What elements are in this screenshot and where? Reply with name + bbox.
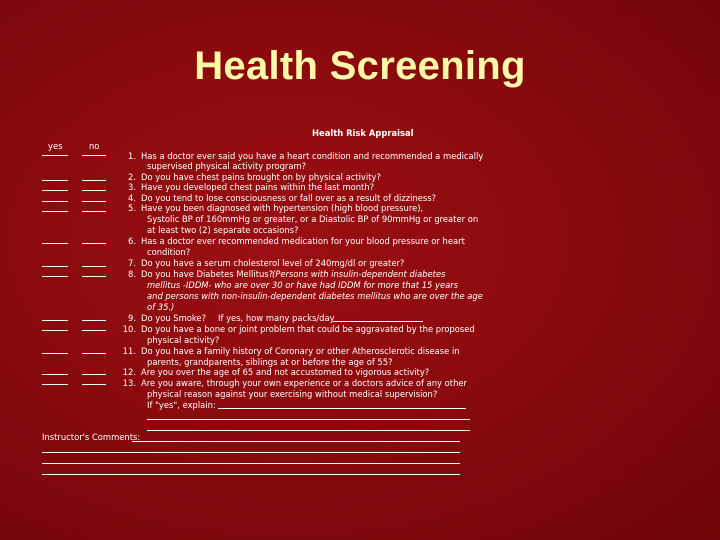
q4-no-blank[interactable] [82, 201, 106, 202]
question-number: 11. [122, 346, 136, 356]
page-title: Health Screening [194, 44, 526, 88]
packs-per-day-field[interactable] [333, 321, 423, 322]
q7-yes-blank[interactable] [42, 266, 68, 267]
q7-no-blank[interactable] [82, 266, 106, 267]
instructor-comments-label: Instructor's Comments: [42, 432, 141, 442]
explain-field-line-2[interactable] [147, 419, 470, 420]
form-subtitle: Health Risk Appraisal [312, 128, 414, 138]
question-text: Systolic BP of 160mmHg or greater, or a Diastolic BP of 90mmHg or greater on [147, 214, 479, 224]
question-text: parents, grandparents, siblings at or before the age of 55? [147, 357, 393, 367]
q6-no-blank[interactable] [82, 243, 106, 244]
q4-yes-blank[interactable] [42, 201, 68, 202]
question-text: Has a doctor ever recommended medication for your blood pressure or heart [141, 236, 465, 246]
question-text: physical activity? [147, 335, 220, 345]
question-text: physical reason against your exercising without medical supervision? [147, 389, 438, 399]
q12-yes-blank[interactable] [42, 374, 68, 375]
question-text: Do you have chest pains brought on by physical activity? [141, 172, 381, 182]
question-text: condition? [147, 247, 191, 257]
question-text: Have you developed chest pains within the last month? [141, 182, 375, 192]
question-text: Are you aware, through your own experience or a doctors advice of any other [141, 378, 467, 388]
q13-yes-blank[interactable] [42, 384, 68, 385]
question-number: 2. [128, 172, 136, 182]
question-number: 10. [122, 324, 136, 334]
question-number: 13. [122, 378, 136, 388]
question-text: If "yes", explain: [147, 400, 216, 410]
q9-no-blank[interactable] [82, 320, 106, 321]
question-number: 4. [128, 193, 136, 203]
q11-no-blank[interactable] [82, 353, 106, 354]
q5-no-blank[interactable] [82, 211, 106, 212]
comments-line-2[interactable] [42, 452, 460, 453]
question-note: (Persons with insulin-dependent diabetes [272, 269, 446, 279]
question-text: Do you have a bone or joint problem that could be aggravated by the proposed [141, 324, 475, 334]
question-text: Do you tend to lose consciousness or fall over as a result of dizziness? [141, 193, 437, 203]
question-text: at least two (2) separate occasions? [147, 225, 299, 235]
explain-field-line-1[interactable] [218, 408, 466, 409]
q2-no-blank[interactable] [82, 180, 106, 181]
q3-no-blank[interactable] [82, 190, 106, 191]
q11-yes-blank[interactable] [42, 353, 68, 354]
question-text: Have you been diagnosed with hypertension (high blood pressure), [141, 203, 424, 213]
question-text: Do you have a serum cholesterol level of 240mg/dl or greater? [141, 258, 405, 268]
q1-yes-blank[interactable] [42, 155, 68, 156]
question-number: 5. [128, 203, 136, 213]
comments-line-3[interactable] [42, 463, 460, 464]
question-number: 3. [128, 182, 136, 192]
question-number: 9. [128, 313, 136, 323]
question-text: Do you Smoke? [141, 313, 207, 323]
question-number: 7. [128, 258, 136, 268]
q2-yes-blank[interactable] [42, 180, 68, 181]
question-note: of 35.) [147, 302, 175, 312]
q5-yes-blank[interactable] [42, 211, 68, 212]
q1-no-blank[interactable] [82, 155, 106, 156]
question-number: 12. [122, 367, 136, 377]
comments-line-4[interactable] [42, 474, 460, 475]
q13-no-blank[interactable] [82, 384, 106, 385]
q12-no-blank[interactable] [82, 374, 106, 375]
question-text: If yes, how many packs/day [218, 313, 335, 323]
question-text: Are you over the age of 65 and not accustomed to vigorous activity? [141, 367, 430, 377]
question-note: and persons with non-insulin-dependent diabetes mellitus who are over the age [147, 291, 483, 301]
question-text: Do you have a family history of Coronary or other Atherosclerotic disease in [141, 346, 460, 356]
question-text: Do you have Diabetes Mellitus? [141, 269, 274, 279]
comments-line-1[interactable] [132, 441, 460, 442]
question-text: Has a doctor ever said you have a heart condition and recommended a medically [141, 151, 484, 161]
explain-field-line-3[interactable] [147, 430, 470, 431]
no-column-header: no [89, 141, 100, 151]
question-text: supervised physical activity program? [147, 161, 307, 171]
q3-yes-blank[interactable] [42, 190, 68, 191]
q8-yes-blank[interactable] [42, 276, 68, 277]
q9-yes-blank[interactable] [42, 320, 68, 321]
q10-yes-blank[interactable] [42, 330, 68, 331]
q6-yes-blank[interactable] [42, 243, 68, 244]
question-number: 1. [128, 151, 136, 161]
question-number: 6. [128, 236, 136, 246]
question-number: 8. [128, 269, 136, 279]
question-note: mellitus -IDDM- who are over 30 or have had IDDM for more that 15 years [147, 280, 459, 290]
yes-column-header: yes [48, 141, 63, 151]
q8-no-blank[interactable] [82, 276, 106, 277]
q10-no-blank[interactable] [82, 330, 106, 331]
